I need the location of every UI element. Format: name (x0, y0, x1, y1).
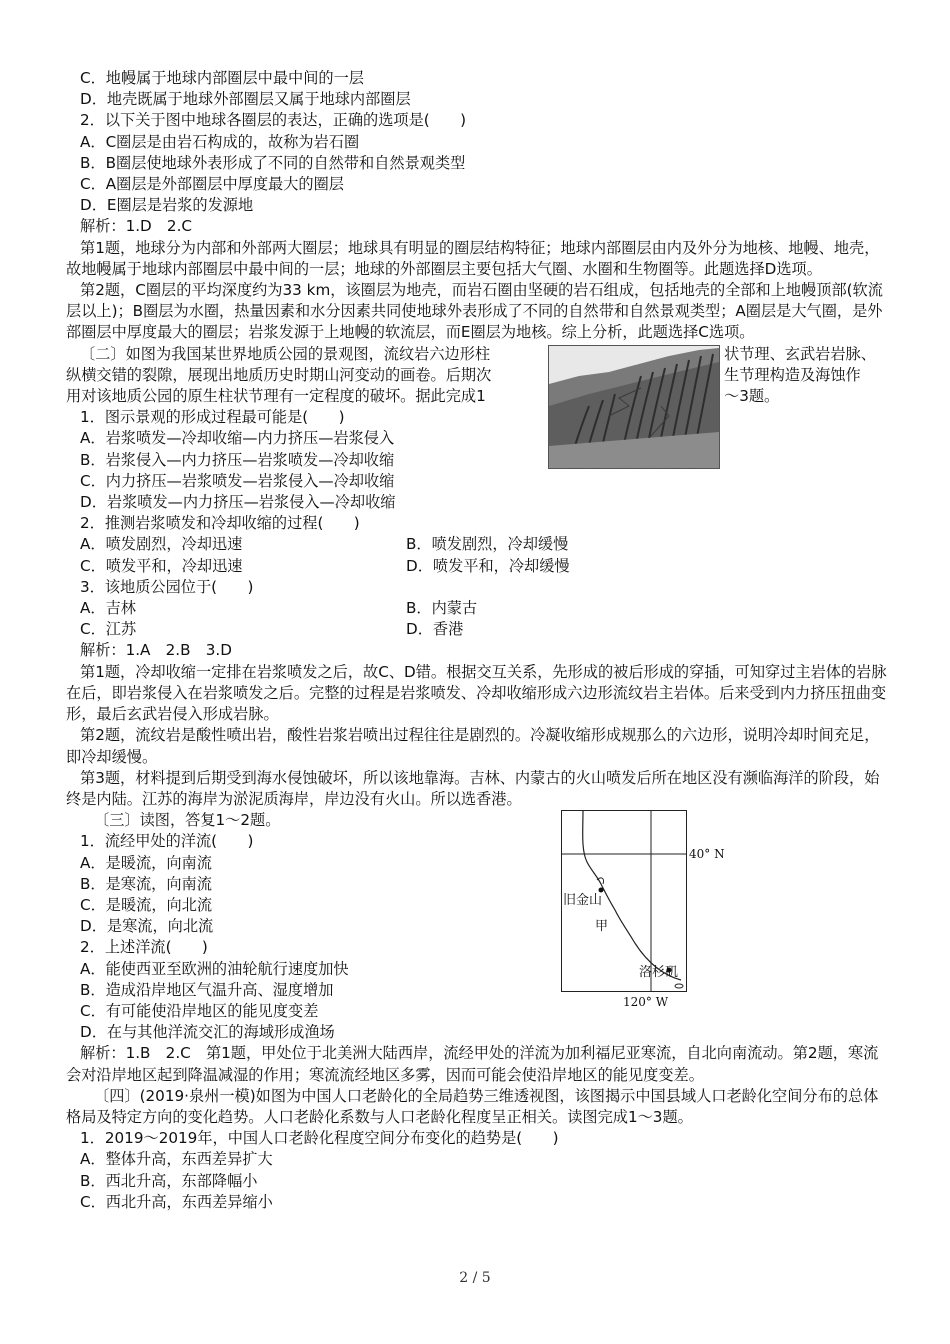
option-line: C．地幔属于地球内部圈层中最中间的一层 (80, 69, 364, 87)
option-line: D．喷发平和，冷却缓慢 (406, 556, 570, 575)
answer-line: 解析：1.D 2.C (80, 217, 193, 236)
option-line: A．吉林 (80, 599, 136, 618)
option-line: C．有可能使沿岸地区的能见度变差 (80, 1001, 319, 1020)
option-line: B．喷发剧烈，冷却缓慢 (406, 535, 569, 554)
option-line: A．C圈层是由岩石构成的，故称为岩石圈 (80, 132, 360, 151)
option-line: C．A圈层是外部圈层中厚度最大的圈层 (80, 175, 344, 194)
san-francisco-label: 旧金山 (563, 893, 603, 909)
latitude-label: 40° N (689, 847, 725, 862)
option-line: D．E圈层是岩浆的发源地 (80, 196, 254, 215)
question-stem: 2．推测岩浆喷发和冷却收缩的过程( ) (80, 514, 360, 533)
page-number: 2 / 5 (459, 1270, 491, 1286)
section-2 (66, 344, 892, 810)
option-line: B．B圈层使地球外表形成了不同的自然带和自然景观类型 (80, 153, 466, 172)
analysis-paragraph: 第3题，材料提到后期受到海水侵蚀破坏，所以该地靠海。吉林、内蒙古的火山喷发后所在地区没有濒临海洋的阶段，始终是内陆。江苏的海岸为淤泥质海岸，岸边没有火山。所以选香港。 (66, 768, 880, 808)
section-1 (66, 68, 892, 344)
option-line: C．是暖流，向北流 (80, 895, 213, 914)
option-line: C．喷发平和，冷却迅速 (80, 556, 243, 575)
analysis-paragraph: 第2题，流纹岩是酸性喷出岩，酸性岩浆岩喷出过程往往是剧烈的。冷凝收缩形成规那么的六边形，说明冷却时间充足，即冷却缓慢。 (66, 726, 880, 766)
option-line: B．岩浆侵入—内力挤压—岩浆喷发—冷却收缩 (80, 450, 395, 469)
intro-paragraph: 〔四〕(2019·泉州一模)如图为中国人口老龄化的全局趋势三维透视图，该图揭示中国县域人口老龄化空间分布的总体格局及特定方向的变化趋势。人口老龄化系数与人口老龄化程度呈正相关。读图完成1～3题。 (66, 1086, 879, 1126)
option-line: D．岩浆喷发—内力挤压—岩浆侵入—冷却收缩 (80, 493, 396, 512)
question-stem: 1．流经甲处的洋流( ) (80, 832, 254, 851)
option-row (66, 598, 892, 619)
option-line: B．内蒙古 (406, 599, 478, 618)
los-angeles-label: 洛杉矶 (639, 965, 679, 981)
option-line: D．在与其他洋流交汇的海域形成渔场 (80, 1023, 335, 1042)
analysis-paragraph: 第1题，地球分为内部和外部两大圈层；地球具有明显的圈层结构特征；地球内部圈层由内及外分为地核、地幔、地壳，故地幔属于地球内部圈层中最中间的一层；地球的外部圈层主要包括大气圈、水圈和生物圈等。此题选择D选项。 (66, 238, 880, 278)
option-line: C．内力挤压—岩浆喷发—岩浆侵入—冷却收缩 (80, 471, 395, 490)
point-jia-label: 甲 (595, 919, 609, 935)
option-line: A．是暖流，向南流 (80, 853, 212, 872)
analysis-paragraph: 解析：1.B 2.C 第1题，甲处位于北美洲大陆西岸，流经甲处的洋流为加利福尼亚寒流，自北向南流动。第2题，寒流会对沿岸地区起到降温减湿的作用；寒流流经地区多雾，因而可能会使沿岸地区的能见度变差。 (66, 1044, 879, 1084)
section-3 (66, 810, 892, 1086)
question-stem: 2．上述洋流( ) (80, 938, 208, 957)
option-row (66, 619, 892, 640)
option-line: A．能使西亚至欧洲的油轮航行速度加快 (80, 959, 349, 978)
option-line: D．是寒流，向北流 (80, 917, 214, 936)
option-line: D．香港 (406, 620, 464, 639)
intro-line: 用对该地质公园的原生柱状节理有一定程度的破坏。据此完成1 ～3题。 (66, 387, 780, 406)
option-line: C．西北升高，东西差异缩小 (80, 1192, 273, 1211)
option-line: A．喷发剧烈，冷却迅速 (80, 535, 243, 554)
analysis-paragraph: 第1题，冷却收缩一定排在岩浆喷发之后，故C、D错。根据交互关系，先形成的被后形成的穿插，可知穿过主岩体的岩脉在后，即岩浆侵入在岩浆喷发之后。完整的过程是岩浆喷发、冷却收缩形成六边形流纹岩主岩体。后来受到内力挤压扭曲变形，最后玄武岩侵入形成岩脉。 (66, 662, 887, 724)
question-stem: 2．以下关于图中地球各圈层的表达，正确的选项是( ) (80, 111, 467, 130)
option-row (66, 556, 892, 577)
option-line: B．造成沿岸地区气温升高、湿度增加 (80, 980, 334, 999)
section-4 (66, 1086, 892, 1213)
document-page (66, 68, 892, 1213)
answer-line: 解析：1.A 2.B 3.D (80, 641, 232, 660)
question-stem: 1．2019～2019年，中国人口老龄化程度空间分布变化的趋势是( ) (80, 1129, 559, 1148)
intro-line: 〔三〕读图，答复1～2题。 (94, 811, 281, 830)
intro-line: 〔二〕如图为我国某世界地质公园的景观图，流纹岩六边形柱 状节理、玄武岩岩脉、 (80, 344, 876, 363)
option-line: A．整体升高，东西差异扩大 (80, 1150, 273, 1169)
geopark-photo (548, 345, 720, 469)
question-stem: 1．图示景观的形成过程最可能是( ) (80, 408, 345, 427)
option-line: B．是寒流，向南流 (80, 874, 212, 893)
question-stem: 3．该地质公园位于( ) (80, 577, 254, 596)
longitude-label: 120° W (623, 995, 669, 1010)
intro-line: 纵横交错的裂隙，展现出地质历史时期山河变动的画卷。后期次 生节理构造及海蚀作 (66, 365, 861, 384)
california-current-map (561, 810, 763, 1010)
option-row (66, 534, 892, 555)
option-line: B．西北升高，东部降幅小 (80, 1171, 258, 1190)
option-line: C．江苏 (80, 620, 137, 639)
analysis-paragraph: 第2题，C圈层的平均深度约为33 km，该圈层为地壳，而岩石圈由坚硬的岩石组成，包括地壳的全部和上地幔顶部(软流层以上)；B圈层为水圈，热量因素和水分因素共同使地球外表形成了不同的自然带和自然景观类型；A圈层是大气圈，是外部圈层中厚度最大的圈层；岩浆发源于上地幔的软流层，而E圈层为地核。综上分析，此题选择C选项。 (66, 281, 883, 342)
option-line: D．地壳既属于地球外部圈层又属于地球内部圈层 (80, 90, 411, 109)
option-line: A．岩浆喷发—冷却收缩—内力挤压—岩浆侵入 (80, 429, 395, 448)
